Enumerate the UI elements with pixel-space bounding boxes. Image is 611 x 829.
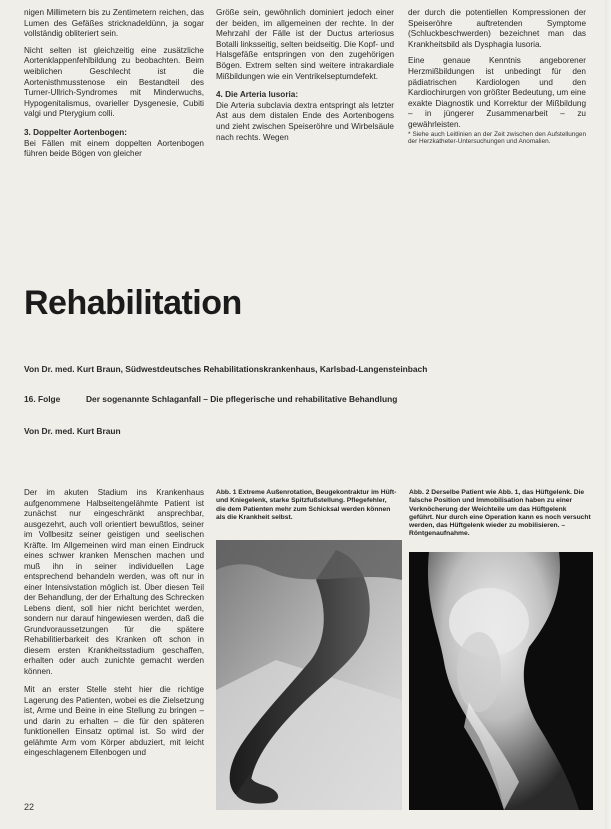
top-col2-para2: Die Arteria subclavia dextra entspringt als letzter Ast aus dem distalen Ende des Aortenbogens und zieht zwischen Speiseröhre und Wirbelsäule nach rechts. Wegen [216,100,394,142]
top-column-2 [216,8,394,143]
top-column-1 [24,8,204,160]
top-col1-para3: Bei Fällen mit einem doppelten Aortenbogen führen beide Bögen von gleicher [24,138,204,159]
series-number: 16. Folge [24,394,61,404]
top-column-3 [408,8,586,146]
figure-2-xray [409,552,593,810]
figure-1-photo [216,540,402,810]
top-col3-para2: Eine genaue Kenntnis angeborener Herzmißbildungen ist unbedingt für den pädiatrischen Kardiologen und den Kardiochirurgen von größter Bedeutung, um eine exakte Diagnostik und Korrektur der Mißbildung – in jüngerer Zusammenarbeit – zu gewährleisten. [408,56,586,129]
figure-1-caption: Abb. 1 Extreme Außenrotation, Beugekontraktur im Hüft- und Kniegelenk, starke Spitzfußstellung. Pflegefehler, die dem Patienten mehr zum Schicksal werden können als die Krankheit selbst. [216,489,397,521]
top-col2-heading: 4. Die Arteria lusoria: [216,90,299,100]
top-col1-para1: nigen Millimetern bis zu Zentimetern reichen, das Lumen des Gefäßes stricknadeldünn, ja sogar vollständig obliteriert sein. [24,8,204,39]
top-col1-heading: 3. Doppelter Aortenbogen: [24,127,127,137]
footnote: * Siehe auch Leitlinien an der Zeit zwischen den Aufstellungen der Herzkatheter-Untersuchungen und Anomalien. [408,130,586,146]
hip-xray-image [409,552,593,810]
page-edge [605,0,611,829]
author-line: Von Dr. med. Kurt Braun, Südwestdeutsches Rehabilitationskrankenhaus, Karlsbad-Langensteinbach [24,364,428,374]
article-title: Rehabilitation [24,284,242,322]
byline: Von Dr. med. Kurt Braun [24,426,121,436]
series-title: Der sogenannte Schlaganfall – Die pflegerische und rehabilitative Behandlung [86,394,398,404]
series-line [24,394,397,404]
leg-photo-image [216,540,402,810]
article-para1: Der im akuten Stadium ins Krankenhaus aufgenommene Halbseitengelähmte Patient ist zunächst nur eingeschränkt ansprechbar, ausgezehrt, auch voll orientiert bewußtlos, seiner im Vollbesitz seiner geistigen und seelischen Kräfte. Im Allgemeinen wird man einen Eindruck eines schwer kranken Menschen machen und muß ihn in seiner individuellen Lage entsprechend behandeln werden, was oft nur in einer Intensivstation möglich ist. Über diesen Teil der Behandlung, der der Erhaltung des Schrecken Lebens dient, soll hier nicht berichtet werden, sondern nur darauf hingewiesen werden, daß die Grundvoraussetzungen für die spätere Rehabilitierbarkeit des Kranken oft schon in diesem ersten Krankheitsstadium geschaffen, erhalten oder auch zunichte gemacht werden können. [24,488,204,676]
figure-2-caption: Abb. 2 Derselbe Patient wie Abb. 1, das Hüftgelenk. Die falsche Position und Immobilisation haben zu einer Verknöcherung der Weichteile um das Hüftgelenk geführt. Nur durch eine Operation kann es noch versucht werden, das Hüftgelenk wieder zu mobilisieren. – Röntgenaufnahme. [409,489,591,538]
article-para2: Mit an erster Stelle steht hier die richtige Lagerung des Patienten, wobei es die Zielsetzung ist, Arme und Beine in eine Stellung zu bringen – und darin zu erhalten – die für den späteren funktionellen Einsatz optimal ist. So wird der gelähmte Arm vom Körper abduziert, mit leicht eingeschlagenem Ellenbogen und [24,685,204,757]
article-body [24,488,204,759]
top-col2-para1: Größe sein, gewöhnlich dominiert jedoch einer der beiden, im allgemeinen der rechte. In der Mehrzahl der Fälle ist der Ductus arteriosus Botalli linksseitig, selten beidseitig. Die Kopf- und Halsgefäße entspringen von den zugehörigen Bögen. Extrem selten sind weitere intrakardiale Mißbildungen wie ein Ventrikelseptumdefekt. [216,8,394,81]
top-col3-para1: der durch die potentiellen Kompressionen der Speiseröhre auftretenden Symptome (Schluckbeschwerden) bezeichnet man das Krankheitsbild als Dysphagia lusoria. [408,8,586,49]
page-number: 22 [24,802,35,812]
top-col1-para2: Nicht selten ist gleichzeitig eine zusätzliche Aortenklappenfehlbildung zu beobachten. Beim weiblichen Geschlecht ist die Aortenisthmusstenose ein Bestandteil des Turner-Ullrich-Syndromes mit Minderwuchs, Hypogenitalismus, ovarieller Dysgenesie, Cubiti valgi und Pterygium colli. [24,45,204,119]
